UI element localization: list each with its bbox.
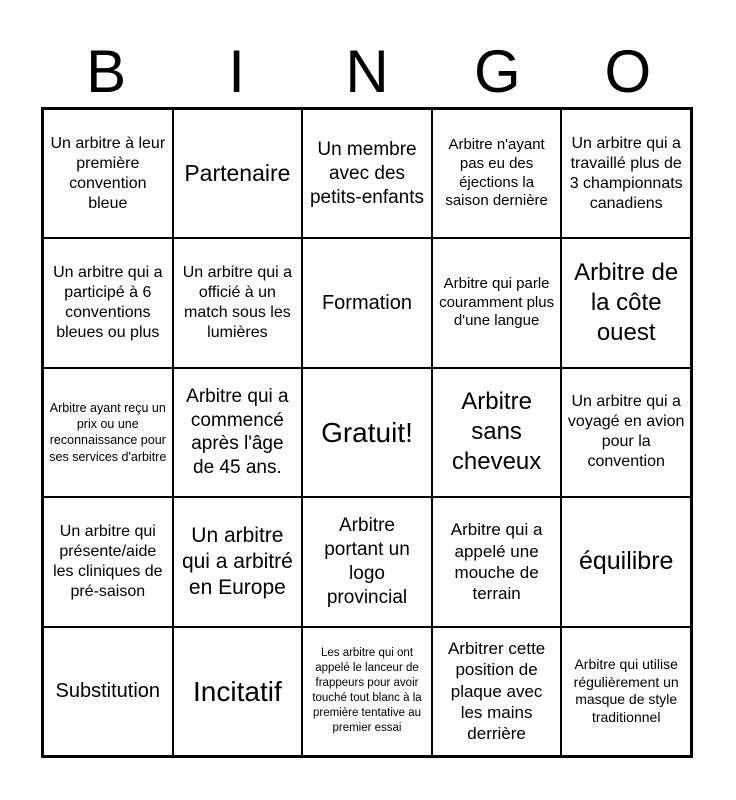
bingo-cell-r1c2[interactable]: Partenaire: [173, 109, 303, 238]
bingo-cell-r2c5[interactable]: Arbitre de la côte ouest: [561, 238, 691, 367]
bingo-cell-r3c5[interactable]: Un arbitre qui a voyagé en avion pour la convention: [561, 368, 691, 497]
bingo-cell-r5c3[interactable]: Les arbitre qui ont appelé le lanceur de frappeurs pour avoir touché tout blanc à la première tentative au premier essai: [302, 627, 432, 756]
bingo-cell-r2c2[interactable]: Un arbitre qui a officié à un match sous les lumières: [173, 238, 303, 367]
bingo-cell-r5c5[interactable]: Arbitre qui utilise régulièrement un masque de style traditionnel: [561, 627, 691, 756]
bingo-cell-r5c1[interactable]: Substitution: [43, 627, 173, 756]
bingo-cell-r1c3[interactable]: Un membre avec des petits-enfants: [302, 109, 432, 238]
title-letter-n: N: [345, 38, 389, 105]
title-letter-o: O: [604, 38, 652, 105]
bingo-cell-r5c2[interactable]: Incitatif: [173, 627, 303, 756]
title-letter-b: B: [86, 38, 127, 105]
bingo-cell-r4c5[interactable]: équilibre: [561, 497, 691, 626]
bingo-cell-r1c5[interactable]: Un arbitre qui a travaillé plus de 3 championnats canadiens: [561, 109, 691, 238]
bingo-cell-r3c1[interactable]: Arbitre ayant reçu un prix ou une reconnaissance pour ses services d'arbitre: [43, 368, 173, 497]
bingo-cell-r2c4[interactable]: Arbitre qui parle couramment plus d'une langue: [432, 238, 562, 367]
bingo-cell-r2c3[interactable]: Formation: [302, 238, 432, 367]
bingo-cell-r3c3-free-space[interactable]: Gratuit!: [302, 368, 432, 497]
bingo-cell-r3c4[interactable]: Arbitre sans cheveux: [432, 368, 562, 497]
bingo-title: [41, 38, 693, 105]
bingo-card-grid: [41, 107, 693, 758]
bingo-cell-r2c1[interactable]: Un arbitre qui a participé à 6 conventions bleues ou plus: [43, 238, 173, 367]
bingo-cell-r4c2[interactable]: Un arbitre qui a arbitré en Europe: [173, 497, 303, 626]
title-letter-g: G: [474, 38, 521, 105]
bingo-cell-r1c1[interactable]: Un arbitre à leur première convention bleue: [43, 109, 173, 238]
bingo-cell-r1c4[interactable]: Arbitre n'ayant pas eu des éjections la saison dernière: [432, 109, 562, 238]
title-letter-i: I: [228, 38, 245, 105]
bingo-cell-r4c4[interactable]: Arbitre qui a appelé une mouche de terrain: [432, 497, 562, 626]
bingo-cell-r4c3[interactable]: Arbitre portant un logo provincial: [302, 497, 432, 626]
bingo-cell-r5c4[interactable]: Arbitrer cette position de plaque avec les mains derrière: [432, 627, 562, 756]
bingo-cell-r4c1[interactable]: Un arbitre qui présente/aide les cliniques de pré-saison: [43, 497, 173, 626]
bingo-cell-r3c2[interactable]: Arbitre qui a commencé après l'âge de 45 ans.: [173, 368, 303, 497]
